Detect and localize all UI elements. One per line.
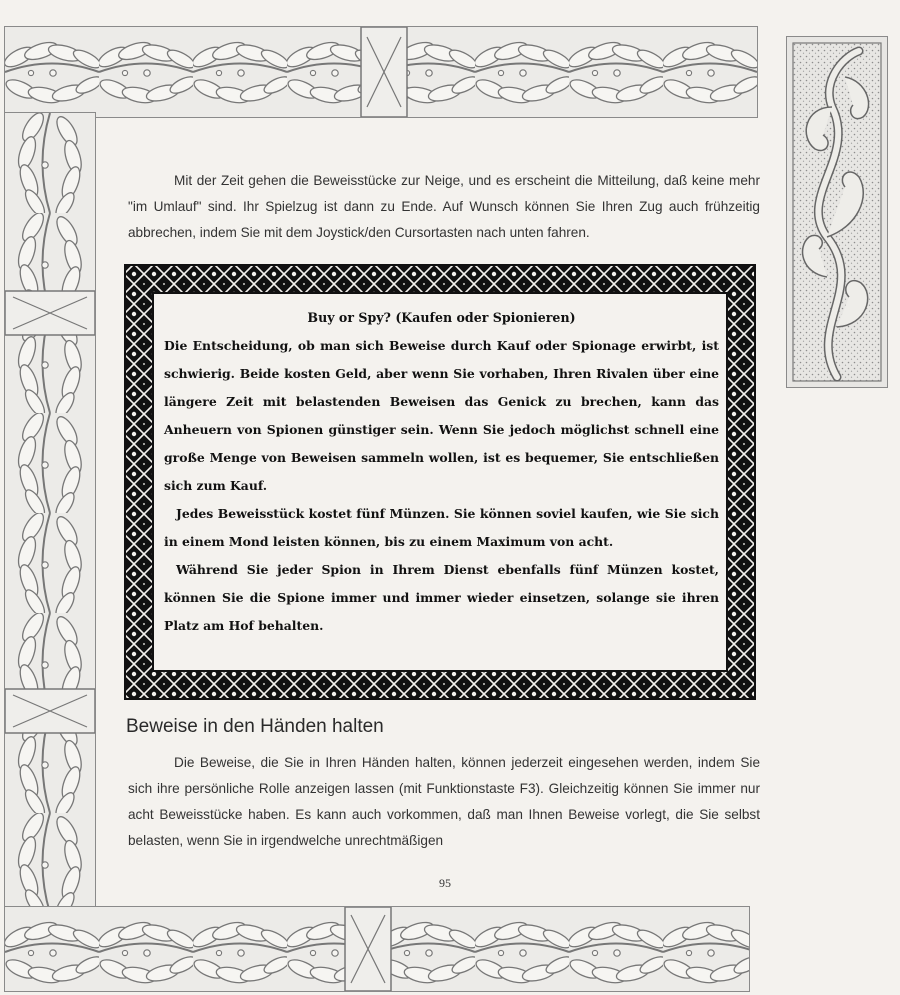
box-paragraph: Jedes Beweisstück kostet fünf Münzen. Sie können soviel kaufen, wie Sie sich in einem Mond leisten können, bis zu einem Maximum von acht. [164, 506, 719, 549]
section-heading: Beweise in den Händen halten [126, 716, 384, 737]
laurel-border-bottom [4, 906, 750, 992]
intro-paragraph: Mit der Zeit gehen die Beweisstücke zur Neige, und es erscheint die Mitteilung, daß keine mehr "im Umlauf" sind. Ihr Spielzug ist dann zu Ende. Auf Wunsch können Sie Ihren Zug auch frühzeitig abbrechen, indem Sie mit dem Joystick/den Cursortasten nach unten fahren. [128, 173, 760, 240]
box-paragraph: Während Sie jeder Spion in Ihrem Dienst ebenfalls fünf Münzen kostet, können Sie die Spione immer und immer wieder einsetzen, solange sie ihren Platz am Hof behalten. [164, 562, 719, 633]
laurel-border-top [4, 26, 758, 118]
box-content [164, 304, 719, 640]
laurel-border-left [4, 112, 96, 910]
box-paragraph: Die Entscheidung, ob man sich Beweise durch Kauf oder Spionage erwirbt, ist schwierig. Beide kosten Geld, aber wenn Sie vorhaben, Ihren Rivalen über eine längere Zeit mit belastenden Beweisen das Genick zu brechen, kann das Anheuern von Spionen günstiger sein. Wenn Sie jedoch möglichst schnell eine große Menge von Beweisen sammeln wollen, ist es bequemer, Sie entschließen sich zum Kauf. [164, 338, 719, 493]
celtic-knot-frame [124, 264, 756, 700]
acanthus-ornament [786, 36, 888, 388]
section-paragraph: Die Beweise, die Sie in Ihren Händen halten, können jederzeit eingesehen werden, indem Sie sich ihre persönliche Rolle anzeigen lassen (mit Funktionstaste F3). Gleichzeitig können Sie immer nur acht Beweisstücke haben. Es kann auch vorkommen, daß man Ihnen Beweise vorlegt, die Sie selbst belasten, wenn Sie in irgendwelche unrechtmäßigen [128, 755, 760, 848]
box-title: Buy or Spy? (Kaufen oder Spionieren) [307, 310, 576, 325]
page-number: 95 [439, 876, 451, 890]
